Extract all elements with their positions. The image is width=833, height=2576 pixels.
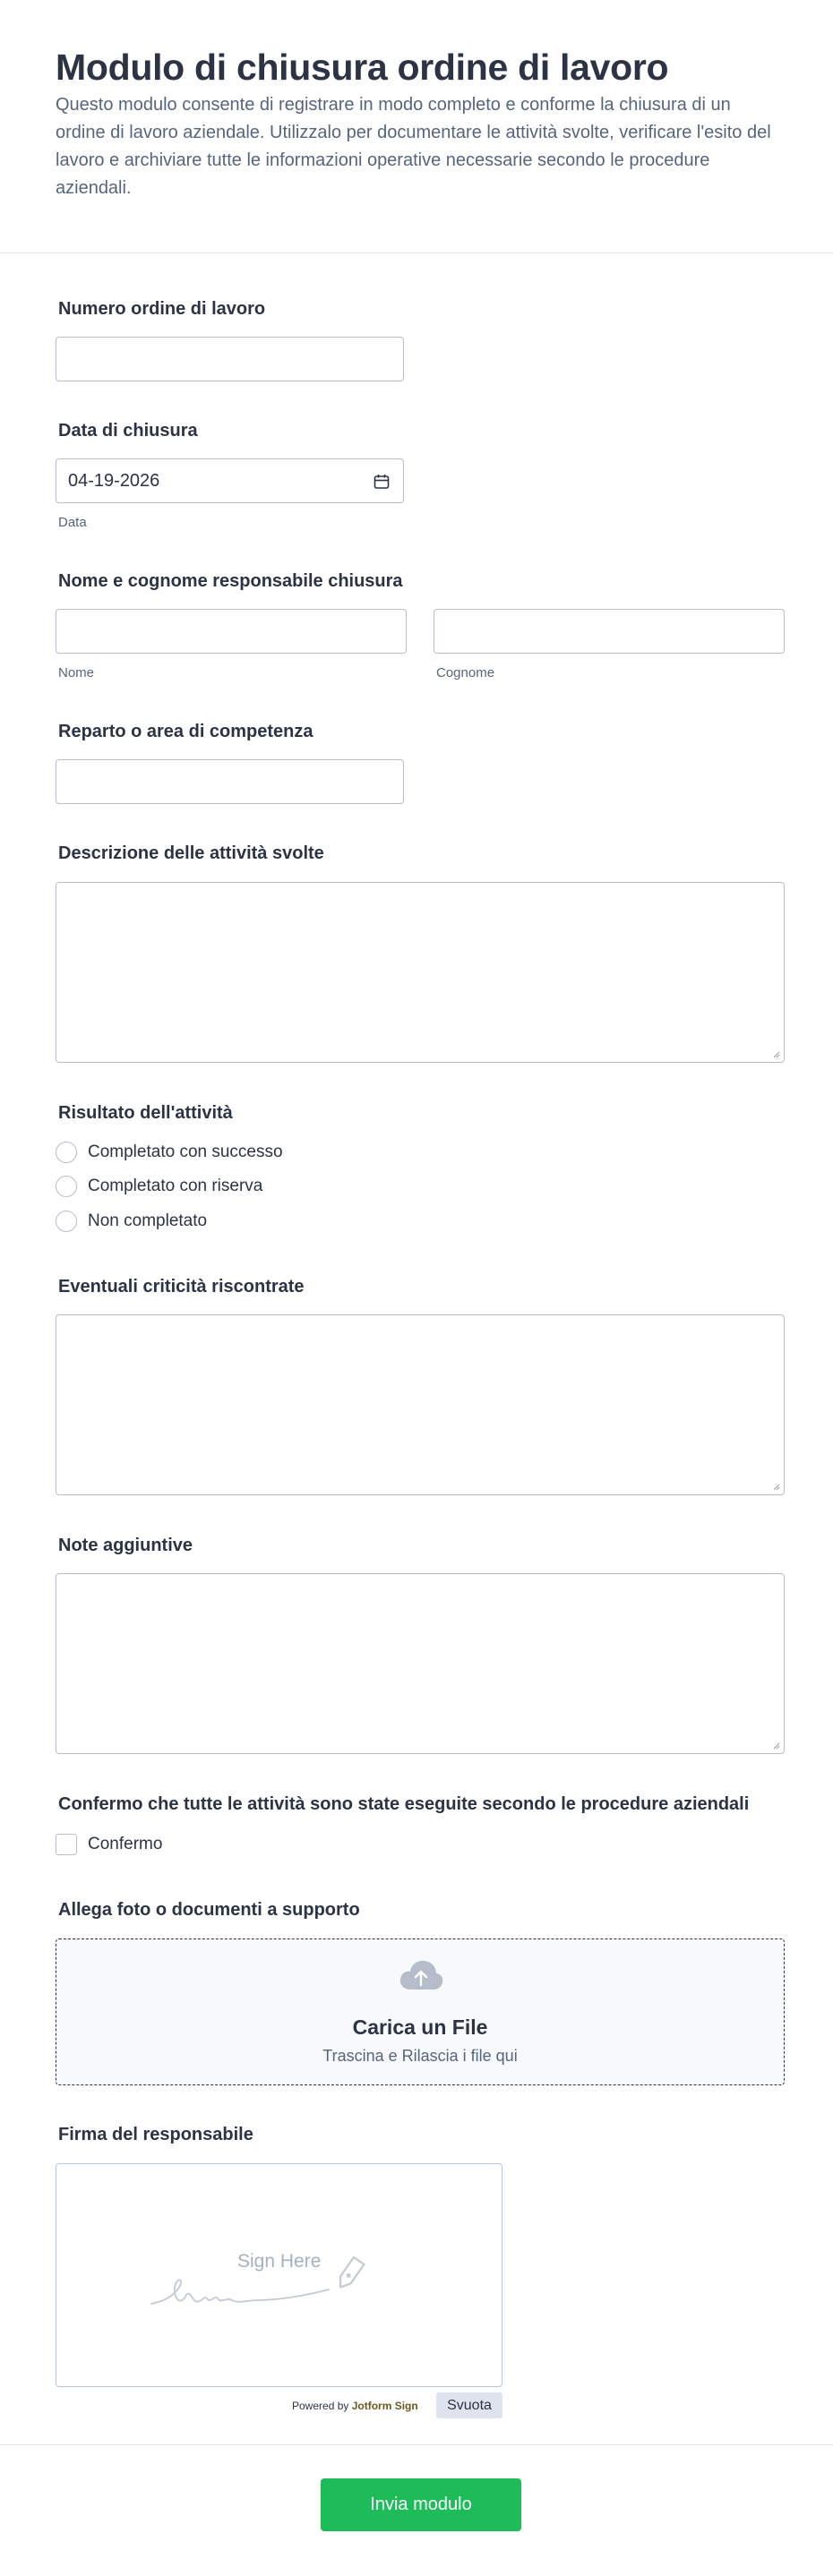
signature-placeholder: Sign Here: [237, 2251, 322, 2272]
radio-button[interactable]: [56, 1142, 77, 1163]
result-option-1[interactable]: [56, 1142, 283, 1163]
confirm-option-label: Confermo: [88, 1835, 163, 1853]
powered-brand: Jotform Sign: [351, 2400, 418, 2412]
department-input[interactable]: [56, 759, 404, 804]
result-option-2[interactable]: [56, 1176, 262, 1197]
issues-label: Eventuali criticità riscontrate: [58, 1277, 305, 1297]
notes-label: Note aggiuntive: [58, 1536, 193, 1555]
order-number-input[interactable]: [56, 337, 404, 381]
footer-divider: [0, 2444, 833, 2445]
signature-pad[interactable]: [56, 2163, 502, 2387]
result-option-label: Non completato: [88, 1211, 208, 1230]
result-option-label: Completato con riserva: [88, 1177, 263, 1195]
resize-handle-icon[interactable]: [771, 1049, 780, 1058]
confirm-option[interactable]: [56, 1834, 162, 1855]
form-description: Questo modulo consente di registrare in modo completo e conforme la chiusura di un ordine di lavoro aziendale. Utilizzalo per documentare le attività svolte, verificare l'esito del lavoro e archiviare tutte le informazioni operative necessarie secondo le procedure aziendali.: [56, 95, 771, 198]
calendar-icon[interactable]: [373, 473, 391, 495]
order-number-label: Numero ordine di lavoro: [58, 299, 266, 319]
notes-textarea[interactable]: [56, 1573, 785, 1754]
signature-label: Firma del responsabile: [58, 2125, 253, 2144]
result-option-label: Completato con successo: [88, 1143, 283, 1161]
result-option-3[interactable]: [56, 1211, 207, 1232]
first-name-sublabel: Nome: [58, 665, 95, 680]
upload-subtitle: Trascina e Rilascia i file qui: [322, 2047, 518, 2065]
activities-label: Descrizione delle attività svolte: [58, 843, 324, 863]
closing-date-label: Data di chiusura: [58, 421, 198, 441]
closing-date-sublabel: Data: [58, 515, 87, 530]
powered-prefix: Powered by: [292, 2400, 349, 2412]
page-title: Modulo di chiusura ordine di lavoro: [56, 47, 669, 88]
clear-signature-button[interactable]: Svuota: [436, 2392, 502, 2418]
cloud-upload-icon: [399, 1959, 443, 1996]
last-name-input[interactable]: [434, 609, 785, 654]
submit-button[interactable]: Invia modulo: [321, 2478, 521, 2531]
last-name-sublabel: Cognome: [436, 665, 495, 680]
department-label: Reparto o area di competenza: [58, 722, 313, 741]
radio-button[interactable]: [56, 1211, 77, 1232]
responsible-name-label: Nome e cognome responsabile chiusura: [58, 571, 403, 591]
resize-handle-icon[interactable]: [771, 1482, 780, 1491]
confirm-checkbox[interactable]: [56, 1834, 77, 1855]
signature-scribble-icon: [150, 2250, 418, 2322]
attachments-label: Allega foto o documenti a supporto: [58, 1900, 360, 1920]
closing-date-input[interactable]: [56, 458, 404, 503]
powered-by-text: [292, 2400, 418, 2412]
result-label: Risultato dell'attività: [58, 1103, 233, 1123]
radio-button[interactable]: [56, 1176, 77, 1197]
activities-textarea[interactable]: [56, 882, 785, 1063]
file-upload-dropzone[interactable]: [56, 1938, 785, 2085]
issues-textarea[interactable]: [56, 1314, 785, 1495]
form-header: [0, 0, 833, 253]
first-name-input[interactable]: [56, 609, 407, 654]
closing-date-value: 04-19-2026: [68, 471, 160, 491]
confirm-label: Confermo che tutte le attività sono state eseguite secondo le procedure aziendali: [58, 1794, 750, 1814]
resize-handle-icon[interactable]: [771, 1741, 780, 1750]
upload-title: Carica un File: [352, 2015, 488, 2039]
